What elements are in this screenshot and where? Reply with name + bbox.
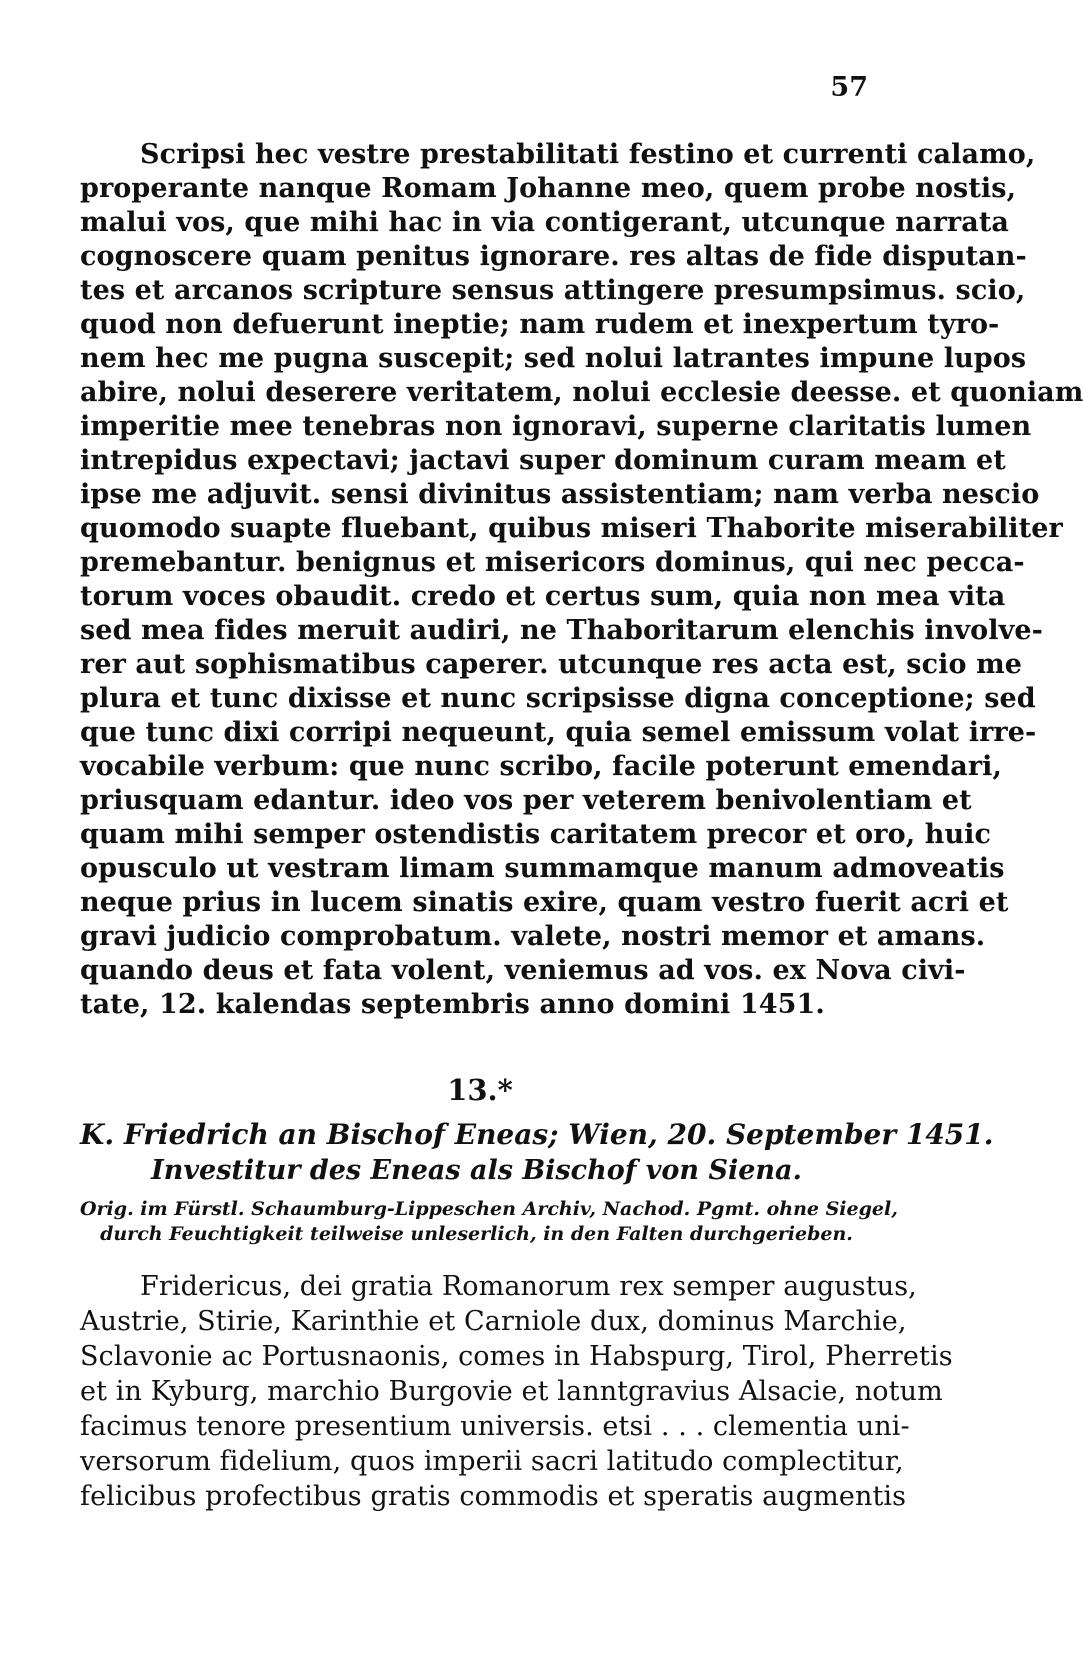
letter-line: sed mea fides meruit audiri, ne Thaboritarum elenchis involve- [80,615,1043,646]
letter-line: quam mihi semper ostendistis caritatem precor et oro, huic [80,819,992,850]
document-line: versorum fidelium, quos imperii sacri latitudo complectitur, [80,1446,904,1477]
letter-line: neque prius in lucem sinatis exire, quam vestro fuerit acri et [80,887,1009,918]
document-subheading: Investitur des Eneas als Bischof von Siena. [151,1155,802,1186]
source-note: durch Feuchtigkeit teilweise unleserlich, in den Falten durchgerieben. [100,1223,853,1245]
document-line: Austrie, Stirie, Karinthie et Carniole dux, dominus Marchie, [80,1306,907,1337]
document-heading: K. Friedrich an Bischof Eneas; Wien, 20. September 1451. [80,1118,994,1151]
letter-line: intrepidus expectavi; jactavi super dominum curam meam et [80,445,1006,476]
document-line: et in Kyburg, marchio Burgovie et lanntgravius Alsacie, notum [80,1376,943,1407]
letter-line: nem hec me pugna suscepit; sed nolui latrantes impune lupos [80,343,1027,374]
letter-line: quando deus et fata volent, veniemus ad vos. ex Nova civi- [80,955,966,986]
letter-line: tate, 12. kalendas septembris anno domini 1451. [80,989,825,1020]
letter-line: quod non defuerunt ineptie; nam rudem et inexpertum tyro- [80,309,1000,340]
document-line: Sclavonie ac Portusnaonis, comes in Habspurg, Tirol, Pherretis [80,1341,953,1372]
source-note: Orig. im Fürstl. Schaumburg-Lippeschen Archiv, Nachod. Pgmt. ohne Siegel, [80,1198,898,1220]
document-line: felicibus profectibus gratis commodis et speratis augmentis [80,1481,907,1512]
letter-line: gravi judicio comprobatum. valete, nostri memor et amans. [80,921,986,952]
letter-line: plura et tunc dixisse et nunc scripsisse digna conceptione; sed [80,683,1036,714]
letter-line: opusculo ut vestram limam summamque manum admoveatis [80,853,1005,884]
letter-line: torum voces obaudit. credo et certus sum, quia non mea vita [80,581,1006,612]
letter-line: tes et arcanos scripture sensus attingere presumpsimus. scio, [80,275,1026,306]
document-number: 13.* [447,1073,513,1107]
letter-line: cognoscere quam penitus ignorare. res altas de fide disputan- [80,241,1027,272]
letter-line: vocabile verbum: que nunc scribo, facile poterunt emendari, [80,751,1003,782]
letter-line: que tunc dixi corripi nequeunt, quia semel emissum volat irre- [80,717,1037,748]
letter-line: malui vos, que mihi hac in via contigerant, utcunque narrata [80,207,1010,238]
document-line: Fridericus, dei gratia Romanorum rex semper augustus, [140,1271,917,1302]
page-number: 57 [830,72,868,103]
letter-line: premebantur. benignus et misericors dominus, qui nec pecca- [80,547,1025,578]
letter-line: priusquam edantur. ideo vos per veterem benivolentiam et [80,785,972,816]
document-line: facimus tenore presentium universis. etsi . . . clementia uni- [80,1411,910,1442]
letter-line: rer aut sophismatibus caperer. utcunque res acta est, scio me [80,649,1023,680]
letter-line: quomodo suapte fluebant, quibus miseri Thaborite miserabiliter [80,513,1063,544]
letter-line: properante nanque Romam Johanne meo, quem probe nostis, [80,173,1017,204]
letter-line: abire, nolui deserere veritatem, nolui ecclesie deesse. et quoniam [80,377,1083,408]
letter-line: ipse me adjuvit. sensi divinitus assistentiam; nam verba nescio [80,479,1040,510]
letter-line: Scripsi hec vestre prestabilitati festino et currenti calamo, [140,139,1036,170]
letter-line: imperitie mee tenebras non ignoravi, superne claritatis lumen [80,411,1032,442]
